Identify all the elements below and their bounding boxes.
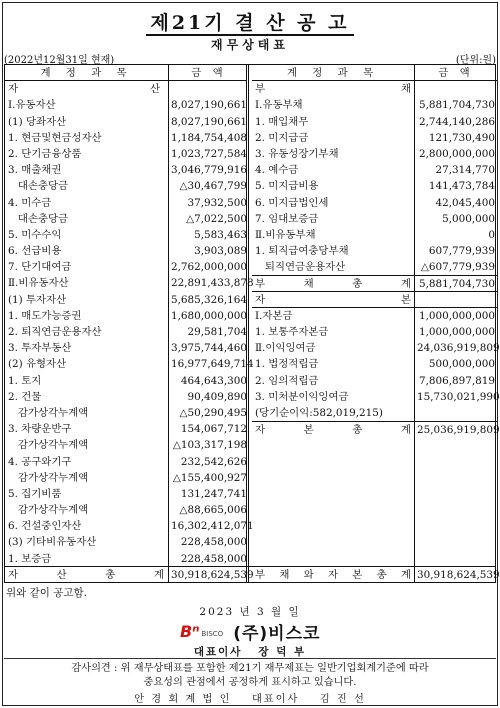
table-row (252, 195, 497, 211)
account-name: Ⅱ.비유동자산 (8, 277, 69, 290)
account-amount: 22,891,433,878 (171, 277, 254, 290)
account-name: 7. 단기대여금 (8, 261, 72, 274)
table-row (252, 373, 497, 389)
account-amount: △88,665,006 (179, 504, 247, 517)
account-name: 2. 건물 (8, 390, 42, 403)
total-label-char: 와 (303, 569, 314, 581)
table-row (252, 97, 497, 113)
account-amount: 8,027,190,661 (171, 99, 248, 112)
account-name: 4. 공구와기구 (8, 455, 72, 468)
total-label-char: 자 (255, 424, 266, 437)
account-name: 감가상각누계액 (8, 471, 89, 484)
liabilities-rows (252, 97, 497, 275)
table-row (252, 227, 497, 243)
account-amount: 228,458,000 (180, 536, 247, 549)
total-label-char: 계 (400, 278, 411, 291)
bisco-logo-icon: Bⁿ (180, 621, 200, 641)
table-row (5, 130, 246, 146)
table-row (5, 259, 246, 275)
account-amount: 154,067,712 (180, 423, 247, 436)
account-amount: 42,045,400 (435, 196, 495, 209)
account-amount: 24,036,919,809 (417, 342, 500, 355)
account-name: 2. 임의적립금 (255, 374, 319, 387)
account-name: 대손충당금 (8, 212, 69, 225)
table-row (5, 421, 246, 437)
table-row (252, 146, 497, 162)
table-row (5, 308, 246, 324)
total-label-char: 계 (400, 569, 411, 581)
announcement-date: 2023 년 3 월 일 (199, 606, 301, 618)
total-label-char: 계 (153, 569, 164, 581)
liabilities-equity-column (252, 65, 500, 582)
account-amount: △607,779,939 (420, 261, 495, 274)
account-amount: 607,779,939 (428, 245, 495, 258)
total-label-char: 자 (327, 569, 338, 581)
account-name: 6. 미지급법인세 (255, 196, 329, 209)
account-amount: 16,302,412,071 (171, 520, 254, 533)
total-label-char: 채 (279, 569, 290, 581)
account-amount: △7,022,500 (186, 212, 247, 225)
table-row (5, 454, 246, 470)
account-amount: 1,000,000,000 (418, 326, 495, 338)
table-row (5, 534, 246, 550)
account-name: 6. 건설중인자산 (8, 520, 82, 533)
account-amount: 121,730,490 (428, 131, 495, 144)
table-row (252, 389, 500, 405)
ceo-title: 대표이사 (193, 646, 243, 658)
account-header: 계 정 과 목 (40, 67, 133, 79)
account-name: (2) 유형자산 (8, 358, 67, 371)
total-label-char: 총 (352, 424, 363, 437)
auditor-title: 대표이사 (251, 694, 300, 705)
account-name: Ⅰ.자본금 (255, 309, 293, 322)
account-amount: 29,581,704 (187, 326, 247, 338)
account-amount: △155,400,927 (172, 471, 247, 484)
account-amount: 5,000,000 (442, 212, 495, 225)
account-name: 퇴직연금운용자산 (255, 261, 346, 274)
table-row (5, 405, 246, 421)
total-label-char: 부 (255, 278, 266, 291)
table-row (5, 227, 246, 243)
grand-total-row (5, 566, 500, 582)
assets-column (5, 65, 254, 582)
page-title: 제21기 결 산 공 고 (0, 8, 500, 35)
table-row (252, 324, 497, 340)
account-amount: 15,730,021,990 (417, 390, 500, 403)
table-row (252, 308, 497, 324)
table-row (5, 356, 254, 372)
account-name: 3. 유동성장기부채 (255, 147, 339, 160)
account-name: (1) 당좌자산 (8, 115, 67, 128)
account-name: 3. 차량운반구 (8, 423, 72, 436)
total-label-char: 산 (56, 569, 67, 581)
equity-section-header: 자 본 (252, 292, 497, 308)
table-row (5, 340, 246, 356)
assets-total-amount: 30,918,624,539 (171, 569, 254, 581)
account-amount: △30,467,799 (179, 180, 247, 193)
announcement-text: 위와 같이 공고함. (6, 587, 88, 599)
ceo-name: 장 덕 부 (258, 646, 307, 658)
total-label (255, 276, 411, 292)
account-amount: 131,247,741 (180, 487, 247, 500)
auditor-line (0, 690, 500, 705)
account-amount: 27,314,770 (435, 164, 495, 177)
total-label-char: 본 (352, 569, 363, 581)
table-row (252, 259, 497, 275)
account-amount: 464,643,300 (180, 374, 247, 387)
account-amount: 8,027,190,661 (171, 115, 248, 128)
table-row (5, 97, 246, 113)
table-row (5, 146, 246, 162)
balance-sheet-table (4, 64, 500, 583)
company-logo (180, 621, 321, 644)
table-row (252, 405, 497, 421)
company-name: (주)비스코 (233, 623, 321, 644)
account-name: 5. 미지급비용 (255, 180, 319, 193)
report-date: (2022년12월31일 현재) (4, 55, 115, 66)
account-name: 2. 단기금융상품 (8, 147, 82, 160)
account-name: 5. 집기비품 (8, 487, 62, 500)
account-amount: 5,881,704,730 (418, 99, 495, 112)
total-label (255, 422, 411, 438)
table-row (252, 340, 500, 356)
account-name: 감가상각누계액 (8, 504, 89, 517)
account-amount: 141,473,784 (428, 180, 495, 193)
assets-section-header: 자 산 (8, 83, 160, 96)
account-amount: 2,800,000,000 (418, 147, 495, 160)
account-amount: 1,023,727,584 (171, 147, 248, 160)
account-amount: 1,184,754,408 (171, 131, 248, 144)
account-name: 5. 미수수익 (8, 228, 62, 241)
account-name: Ⅱ.이익잉여금 (255, 342, 316, 355)
account-name: 7. 임대보증금 (255, 212, 319, 225)
account-name: 4. 예수금 (255, 164, 299, 177)
account-name: 1. 보통주자본금 (255, 326, 329, 338)
account-name: 3. 매출채권 (8, 164, 62, 177)
table-row (5, 178, 246, 194)
statement-subtitle: 재무상태표 (211, 38, 289, 52)
table-row (5, 551, 246, 567)
total-label-char: 자 (8, 569, 19, 581)
account-name: 1. 퇴직급여충당부채 (255, 245, 349, 258)
account-header: 계 정 과 목 (286, 67, 380, 79)
account-name: 1. 보증금 (8, 552, 52, 565)
account-name: 대손충당금 (8, 180, 69, 193)
account-amount: 1,000,000,000 (418, 309, 495, 322)
table-row (252, 130, 497, 146)
account-name: Ⅰ.유동자산 (8, 99, 56, 112)
account-name: (3) 기타비유동자산 (8, 536, 97, 549)
account-name: 1. 매도가능증권 (8, 309, 82, 322)
account-amount: △103,317,198 (172, 439, 247, 452)
assets-rows (5, 97, 254, 566)
account-name: 1. 매입채무 (255, 115, 309, 128)
table-row (5, 470, 246, 486)
account-amount: 5,583,463 (194, 228, 247, 241)
account-name: 4. 미수금 (8, 196, 52, 209)
account-amount: 0 (488, 228, 495, 241)
table-row (5, 486, 246, 502)
auditor-name: 김 진 선 (319, 694, 366, 705)
account-amount: 500,000,000 (428, 358, 495, 371)
account-name: 1. 토지 (8, 374, 42, 387)
total-label-char: 채 (303, 278, 314, 291)
liabilities-total-row: 부 채 총 계 5,881,704,730 (252, 275, 497, 291)
account-name: 1. 현금및현금성자산 (8, 131, 102, 144)
divider (4, 658, 496, 659)
account-name: 6. 선급비용 (8, 245, 62, 258)
account-amount: 3,903,089 (194, 245, 247, 258)
table-row (5, 324, 246, 340)
account-name: 1. 법정적립금 (255, 358, 319, 371)
table-row (5, 243, 246, 259)
account-amount: 232,542,626 (180, 455, 247, 468)
total-label-char: 총 (105, 569, 116, 581)
table-row (252, 243, 497, 259)
total-label-char: 총 (352, 278, 363, 291)
account-amount: 37,932,500 (187, 196, 247, 209)
liabilities-section-header: 부 채 (255, 83, 411, 96)
table-row (252, 211, 497, 227)
account-name: (1) 투자자산 (8, 293, 67, 306)
amount-header: 금 액 (191, 67, 227, 79)
logo-subtext: BISCO (201, 630, 224, 638)
table-row (5, 211, 246, 227)
unit-label: (단위:원) (455, 55, 496, 66)
table-row (5, 373, 246, 389)
table-row (5, 502, 246, 518)
account-amount: 90,409,890 (187, 390, 247, 403)
table-row (252, 162, 497, 178)
table-row (5, 275, 254, 291)
account-amount: 3,975,744,460 (171, 342, 248, 355)
table-row (5, 389, 246, 405)
account-name: 감가상각누계액 (8, 406, 89, 419)
ceo-line (0, 644, 500, 659)
table-row (5, 195, 246, 211)
total-label-char: 계 (400, 424, 411, 437)
account-name: 2. 퇴직연금운용자산 (8, 326, 102, 338)
auditor-firm: 안 경 회 계 법 인 (134, 694, 232, 705)
account-name: 2. 미지급금 (255, 131, 309, 144)
total-label (255, 567, 411, 583)
account-amount: 7,806,897,819 (418, 374, 495, 387)
account-name: (당기순이익:582,019,215) (255, 406, 383, 419)
account-name: 3. 미처분이익잉여금 (255, 390, 349, 403)
column-header (5, 65, 246, 81)
equity-total-row: 자 본 총 계 25,036,919,809 (252, 421, 497, 437)
grand-total-amount: 30,918,624,539 (417, 569, 500, 581)
account-amount: 16,977,649,714 (171, 358, 254, 371)
account-amount: 3,046,779,916 (171, 164, 248, 177)
table-row (5, 114, 246, 130)
account-amount: 2,744,140,286 (418, 115, 495, 128)
table-row (252, 114, 497, 130)
account-amount: 228,458,000 (180, 552, 247, 565)
total-label-char: 총 (376, 569, 387, 581)
total-label-char: 본 (303, 424, 314, 437)
amount-header: 금 액 (438, 67, 474, 79)
account-amount: 5,685,326,164 (171, 293, 248, 306)
account-amount: 2,762,000,000 (171, 261, 248, 274)
table-row (5, 162, 246, 178)
total-label (8, 567, 164, 583)
account-amount: △50,290,495 (179, 406, 247, 419)
total-label-char: 부 (255, 569, 266, 581)
account-name: Ⅰ.유동부채 (255, 99, 303, 112)
table-row (252, 178, 497, 194)
account-name: 3. 투자부동산 (8, 342, 72, 355)
account-name: 감가상각누계액 (8, 439, 89, 452)
table-row (5, 518, 254, 534)
column-header (252, 65, 497, 81)
account-amount: 1,680,000,000 (171, 309, 248, 322)
audit-opinion: 감사의견 : 위 재무상태표를 포함한 제21기 재무제표는 일반기업회계기준에 따라 중요성의 관점에서 공정하게 표시하고 있습니다. (71, 663, 429, 688)
table-row (252, 356, 497, 372)
table-row (5, 437, 246, 453)
table-row (5, 292, 246, 308)
account-name: Ⅱ.비유동부채 (255, 228, 316, 241)
equity-rows (252, 308, 500, 421)
